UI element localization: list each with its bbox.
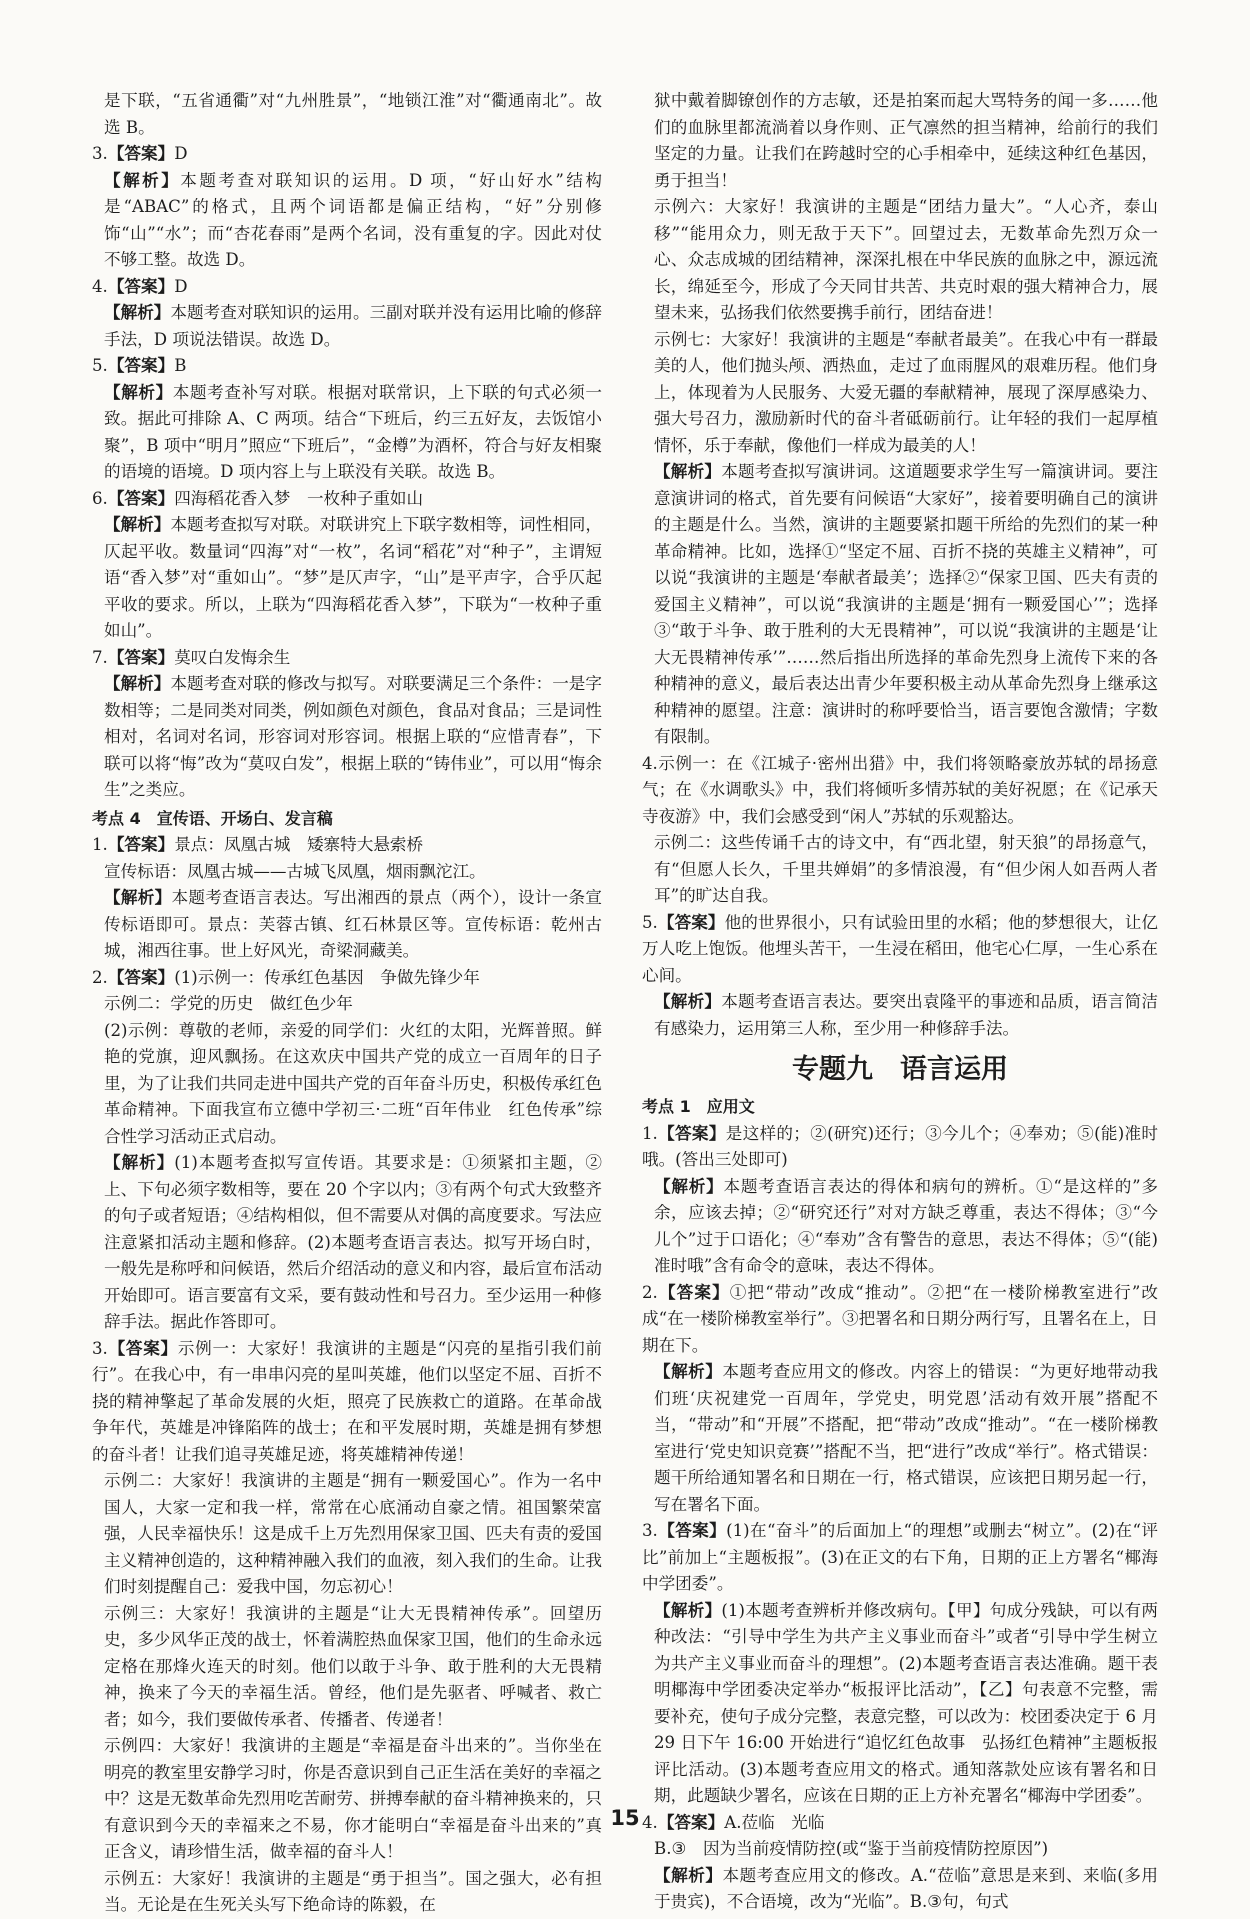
answer-tag: 【答案】 xyxy=(107,835,175,854)
item-text: 本题考查拟写对联。对联讲究上下联字数相等，词性相同，仄起平收。数量词“四海”对“一枚”，名词“稻花”对“种子”，主谓短语“香入梦”对“重如山”。“梦”是仄声字，“山”是平声字，合乎仄起平收的要求。所以，上联为“四海稻花香入梦”，下联为“一枚种子重如山”。 xyxy=(104,515,603,640)
item-text: 是这样的；②(研究)还行；③今儿个；④奉劝；⑤(能)准时哦。(答出三处即可) xyxy=(642,1123,1158,1169)
item-number: 5. xyxy=(92,356,108,375)
answer-item xyxy=(92,486,602,513)
chapter-title: 专题九 语言运用 xyxy=(792,1054,1008,1085)
answer-tag: 【答案】 xyxy=(107,488,175,508)
item-text: (2)示例：尊敬的老师，亲爱的同学们：火红的太阳，光辉普照。鲜艳的党旗，迎风飘扬。在这欢庆中国共产党的成立一百周年的日子里，为了让我们共同走进中国共产党的百年奋斗历史，积极传承红色革命精神。下面我宣布立德中学初三·二班“百年伟业 红色传承”综合性学习活动正式启动。 xyxy=(104,1020,602,1146)
text-paragraph xyxy=(92,991,602,1018)
text-paragraph xyxy=(92,1733,602,1866)
item-text: B xyxy=(174,356,187,375)
analysis-tag: 【解析】 xyxy=(104,170,181,190)
analysis-tag: 【解析】 xyxy=(104,674,171,693)
item-number: 3. xyxy=(92,1338,108,1358)
item-text: 示例三：大家好！我演讲的主题是“让大无畏精神传承”。回望历史，多少风华正茂的战士，怀着满腔热血保家卫国，他们的生命永远定格在那烽火连天的时刻。他们以敢于斗争、敢于胜利的大无畏精神，换来了今天的幸福生活。曾经，他们是先驱者、呼喊者、救亡者；如今，我们要做传承者、传播者、传递者！ xyxy=(104,1603,602,1729)
analysis-paragraph xyxy=(642,459,1158,751)
answer-tag: 【答案】 xyxy=(107,1338,178,1358)
analysis-paragraph xyxy=(92,1150,602,1336)
item-text: 示例一：在《江城子·密州出猎》中，我们将领略豪放苏轼的昂扬意气；在《水调歌头》中，我们将倾听多情苏轼的美好祝愿；在《记承天寺夜游》中，我们会感受到“闲人”苏轼的乐观豁达。 xyxy=(642,753,1158,826)
item-number: 6. xyxy=(92,488,108,508)
answer-item xyxy=(642,1121,1158,1174)
text-paragraph xyxy=(642,830,1158,910)
answer-tag: 【答案】 xyxy=(657,1521,727,1540)
text-paragraph xyxy=(92,1601,602,1734)
left-column xyxy=(92,88,602,1919)
item-text: 示例二：这些传诵千古的诗文中，有“西北望，射天狼”的昂扬意气，有“但愿人长久，千里共婵娟”的多情浪漫，有“但少闲人如吾两人者耳”的旷达自我。 xyxy=(654,833,1158,905)
item-number: 2. xyxy=(642,1282,658,1302)
item-text: 本题考查对联知识的运用。三副对联并没有运用比喻的修辞手法，D 项说法错误。故选 D。 xyxy=(104,303,603,349)
item-text: ①把“带动”改成“推动”。②把“在一楼阶梯教室进行”改成“在一楼阶梯教室举行”。③把署名和日期分两行写，且署名在上，日期在下。 xyxy=(642,1282,1159,1355)
text-paragraph xyxy=(92,1468,602,1601)
item-text: 宣传标语：凤凰古城——古城飞凤凰，烟雨飘沱江。 xyxy=(104,861,486,881)
item-text: 本题考查语言表达的得体和病句的辨析。①“是这样的”多余，应该去掉；②“研究还行”对对方缺乏尊重，表达不得体；③“今儿个”过于口语化；④“奉劝”含有警告的意思，表达不得体；⑤“(能)准时哦”含有命令的意味，表达不得体。 xyxy=(654,1176,1158,1275)
item-text: B.③ 因为当前疫情防控(或“鉴于当前疫情防控原因”) xyxy=(654,1839,1049,1858)
answer-item xyxy=(642,751,1158,831)
analysis-tag: 【解析】 xyxy=(104,303,171,322)
item-text: D xyxy=(174,144,188,163)
item-text: 四海稻花香入梦 一枚种子重如山 xyxy=(174,488,424,508)
item-text: 本题考查补写对联。根据对联常识，上下联的句式必须一致。据此可排除 A、C 两项。结合“下班后，约三五好友，去饭馆小聚”，B 项中“明月”照应“下班后”，“金樽”为酒杯，符合与好友相聚的语境的语境。D 项内容上与上联没有关联。故选 B。 xyxy=(104,382,603,481)
item-text: D xyxy=(174,276,188,296)
item-text: 示例二：学党的历史 做红色少年 xyxy=(104,994,353,1013)
item-text: (1)示例一：传承红色基因 争做先锋少年 xyxy=(174,967,480,987)
analysis-paragraph xyxy=(92,885,602,965)
item-number: 2. xyxy=(92,967,108,987)
analysis-paragraph xyxy=(642,1598,1158,1810)
analysis-paragraph xyxy=(92,512,602,645)
answer-item xyxy=(642,1280,1158,1360)
item-number: 3. xyxy=(642,1521,658,1540)
answer-item xyxy=(642,910,1158,990)
analysis-paragraph xyxy=(642,1863,1158,1916)
analysis-paragraph xyxy=(642,989,1158,1042)
item-text: 本题考查语言表达。写出湘西的景点（两个），设计一条宣传标语即可。景点：芙蓉古镇、红石林景区等。宣传标语：乾州古城，湘西往事。世上好风光，奇梁洞藏美。 xyxy=(104,888,602,960)
answer-tag: 【答案】 xyxy=(107,967,175,987)
item-text: A.莅临 光临 xyxy=(724,1812,825,1832)
answer-item xyxy=(92,274,602,301)
item-text: 本题考查语言表达。要突出袁隆平的事迹和品质，语言简洁有感染力，运用第三人称，至少用一种修辞手法。 xyxy=(654,992,1159,1038)
text-paragraph xyxy=(642,88,1158,194)
answer-tag: 【答案】 xyxy=(107,356,175,375)
text-paragraph xyxy=(642,327,1158,460)
answer-item xyxy=(92,141,602,168)
item-number: 4. xyxy=(92,276,108,296)
text-paragraph xyxy=(92,859,602,886)
item-text: 本题考查对联的修改与拟写。对联要满足三个条件：一是字数相等；二是同类对同类，例如颜色对颜色，食品对食品；三是词性相对，名词对名词，形容词对形容词。根据上联的“应惜青春”，下联可以将“悔”改为“莫叹白发”，根据上联的“铸伟业”，可以用“悔余生”之类应。 xyxy=(104,674,603,799)
section-heading: 考点 4 宣传语、开场白、发言稿 xyxy=(92,808,333,828)
analysis-tag: 【解析】 xyxy=(654,1362,723,1381)
answer-tag: 【答案】 xyxy=(107,647,175,667)
answer-item xyxy=(92,1336,602,1469)
item-text: 狱中戴着脚镣创作的方志敏，还是拍案而起大骂特务的闻一多……他们的血脉里都流淌着以身作则、正气凛然的担当精神，给前行的我们坚定的力量。让我们在跨越时空的心手相牵中，延续这种红色基因，勇于担当！ xyxy=(654,91,1158,190)
item-text: (1)在“奋斗”的后面加上“的理想”或删去“树立”。(2)在“评比”前加上“主题板报”。(3)在正文的右下角，日期的正上方署名“椰海中学团委”。 xyxy=(642,1521,1158,1593)
item-text: 他的世界很小，只有试验田里的水稻；他的梦想很大，让亿万人吃上饱饭。他埋头苦干，一生浸在稻田，他宅心仁厚，一生心系在心间。 xyxy=(642,912,1158,985)
text-paragraph xyxy=(642,1836,1158,1863)
item-text: 本题考查对联知识的运用。D 项，“好山好水”结构是“ABAC”的格式，且两个词语都是偏正结构，“好”分别修饰“山”“水”；而“杏花春雨”是两个名词，没有重复的字。因此对仗不够工整。故选 D。 xyxy=(104,170,603,269)
answer-tag: 【答案】 xyxy=(107,144,175,163)
item-text: (1)本题考查拟写宣传语。其要求是：①须紧扣主题，②上、下句必须字数相等，要在 20 个字以内；③有两个句式大致整齐的句子或者短语；④结构相似，但不需要从对偶的高度要求。写法应注意紧扣活动主题和修辞。(2)本题考查语言表达。拟写开场白时，一般先是称呼和问候语，然后介绍活动的意义和内容，最后宣布活动开始即可。语言要富有文采，要有鼓动性和号召力。至少运用一种修辞手法。据此作答即可。 xyxy=(104,1153,602,1331)
item-text: 示例五：大家好！我演讲的主题是“勇于担当”。国之强大，必有担当。无论是在生死关头写下绝命诗的陈毅，在 xyxy=(104,1868,602,1914)
item-number: 5. xyxy=(642,912,658,932)
answer-item xyxy=(642,1518,1158,1598)
answer-item xyxy=(92,353,602,380)
analysis-paragraph xyxy=(642,1174,1158,1280)
item-number: 3. xyxy=(92,144,108,163)
item-number: 7. xyxy=(92,647,108,667)
analysis-tag: 【解析】 xyxy=(654,992,722,1011)
answer-item xyxy=(92,965,602,992)
item-text: 本题考查应用文的修改。A.“莅临”意思是来到、来临(多用于贵宾)，不合语境，改为“光临”。B.③句，句式 xyxy=(654,1865,1158,1911)
item-text: 是下联，“五省通衢”对“九州胜景”，“地锁江淮”对“衢通南北”。故选 B。 xyxy=(104,91,602,137)
text-paragraph xyxy=(642,194,1158,327)
answer-item xyxy=(92,832,602,859)
text-paragraph xyxy=(92,1866,602,1919)
item-text: (1)本题考查辨析并修改病句。【甲】句成分残缺，可以有两种改法：“引导中学生为共产主义事业而奋斗”或者“引导中学生树立为共产主义事业而奋斗的理想”。(2)本题考查语言表达准确。题干表明椰海中学团委决定举办“板报评比活动”，【乙】句表意不完整，需要补充，使句子成分完整，表意完整，可以改为：校团委决定于 6 月 29 日下午 16:00 开始进行“追忆红色故事 弘扬红色精神”主题板报评比活动。(3)本题考查应用文的格式。通知落款处应该有署名和日期，此题缺少署名，应该在日期的正上方补充署名“椰海中学团委”。 xyxy=(654,1600,1158,1805)
analysis-paragraph xyxy=(92,380,602,486)
item-text: 示例六：大家好！我演讲的主题是“团结力量大”。“人心齐，泰山移”“能用众力，则无敌于天下”。回望过去，无数革命先烈万众一心、众志成城的团结精神，深深扎根在中华民族的血脉之中，源远流长，绵延至今，形成了今天同甘共苦、共克时艰的强大精神合力，展望未来，弘扬我们依然要携手前行，团结奋进！ xyxy=(654,197,1158,322)
analysis-tag: 【解析】 xyxy=(654,1865,723,1885)
item-number: 4. xyxy=(642,1812,658,1832)
answer-tag: 【答案】 xyxy=(107,276,175,296)
item-text: 莫叹白发悔余生 xyxy=(174,647,291,667)
analysis-paragraph xyxy=(92,168,602,274)
item-number: 1. xyxy=(642,1123,658,1143)
item-text: 本题考查拟写演讲词。这道题要求学生写一篇演讲词。要注意演讲词的格式，首先要有问候语“大家好”，接着要明确自己的演讲的主题是什么。当然，演讲的主题要紧扣题干所给的先烈们的某一种革命精神。比如，选择①“坚定不屈、百折不挠的英雄主义精神”，可以说“我演讲的主题是‘奉献者最美’；选择②“保家卫国、匹夫有责的爱国主义精神”，可以说“我演讲的主题是‘拥有一颗爱国心’”；选择③“敢于斗争、敢于胜利的大无畏精神”，可以说“我演讲的主题是‘让大无畏精神传承’”……然后指出所选择的革命先烈身上流传下来的各种精神的意义，最后表达出青少年要积极主动从革命先烈身上继承这种精神的愿望。注意：演讲时的称呼要恰当，语言要饱含激情；字数有限制。 xyxy=(654,462,1159,746)
answer-tag: 【答案】 xyxy=(657,1123,726,1143)
section-heading: 考点 1 应用文 xyxy=(642,1097,755,1116)
item-text: 本题考查应用文的修改。内容上的错误：“为更好地带动我们班‘庆祝建党一百周年，学党史，明党恩’活动有效开展”搭配不当，“带动”和“开展”不搭配，把“带动”改成“推动”。“在一楼阶梯教室进行‘党史知识竞赛’”搭配不当，把“进行”改成“举行”。格式错误：题干所给通知署名和日期在一行，格式错误，应该把日期另起一行，写在署名下面。 xyxy=(654,1362,1159,1514)
page-number: 15 xyxy=(610,1806,640,1830)
item-number: 1. xyxy=(92,835,108,854)
item-text: 示例一：大家好！我演讲的主题是“闪亮的星指引我们前行”。在我心中，有一串串闪亮的星叫英雄，他们以坚定不屈、百折不挠的精神擎起了革命发展的火炬，照亮了民族救亡的道路。在革命战争年代，英雄是冲锋陷阵的战士；在和平发展时期，英雄是拥有梦想的奋斗者！让我们追寻英雄足迹，将英雄精神传递！ xyxy=(92,1338,603,1464)
analysis-paragraph xyxy=(92,671,602,804)
answer-tag: 【答案】 xyxy=(657,1812,725,1832)
analysis-tag: 【解析】 xyxy=(104,888,172,907)
analysis-tag: 【解析】 xyxy=(654,1176,724,1196)
analysis-tag: 【解析】 xyxy=(104,382,173,402)
text-paragraph xyxy=(92,1018,602,1151)
item-text: 示例二：大家好！我演讲的主题是“拥有一颗爱国心”。作为一名中国人，大家一定和我一样，常常在心底涌动自豪之情。祖国繁荣富强，人民幸福快乐！这是成千上万先烈用保家卫国、匹夫有责的爱国主义精神创造的，这种精神融入我们的血液，刻入我们的生命。让我们时刻提醒自己：爱我中国，勿忘初心！ xyxy=(104,1471,602,1596)
item-text: 景点：凤凰古城 矮寨特大悬索桥 xyxy=(174,835,424,854)
answer-tag: 【答案】 xyxy=(657,1282,730,1302)
analysis-tag: 【解析】 xyxy=(654,1600,722,1620)
text-paragraph xyxy=(92,88,602,141)
item-number: 4. xyxy=(642,753,658,773)
right-column xyxy=(642,88,1158,1916)
answer-tag: 【答案】 xyxy=(657,912,725,932)
item-text: 示例七：大家好！我演讲的主题是“奉献者最美”。在我心中有一群最美的人，他们抛头颅、洒热血，走过了血雨腥风的艰难历程。他们身上，体现着为人民服务、大爱无疆的奉献精神，展现了深厚感染力、强大号召力，激励新时代的奋斗者砥砺前行。让年轻的我们一起厚植情怀，乐于奉献，像他们一样成为最美的人！ xyxy=(654,329,1158,455)
analysis-paragraph xyxy=(92,300,602,353)
analysis-paragraph xyxy=(642,1359,1158,1518)
item-text: 示例四：大家好！我演讲的主题是“幸福是奋斗出来的”。当你坐在明亮的教室里安静学习时，你是否意识到自己正生活在美好的幸福之中？这是无数革命先烈用吃苦耐劳、拼搏奉献的奋斗精神换来的，只有意识到今天的幸福来之不易，你才能明白“幸福是奋斗出来的”真正含义，请珍惜生活，做幸福的奋斗人！ xyxy=(104,1736,602,1861)
analysis-tag: 【解析】 xyxy=(654,462,722,481)
answer-item xyxy=(92,645,602,672)
analysis-tag: 【解析】 xyxy=(104,515,171,534)
analysis-tag: 【解析】 xyxy=(104,1153,175,1172)
